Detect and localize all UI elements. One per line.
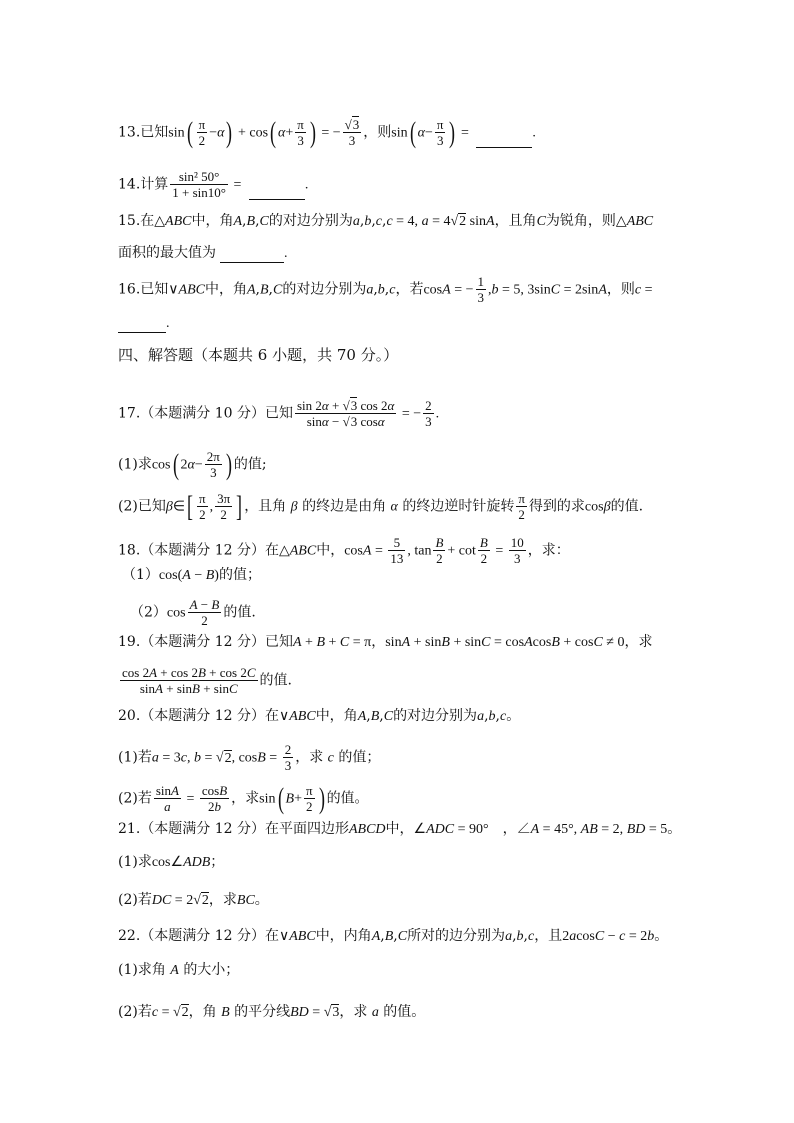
- question-17: 17.（本题满分 10 分）已知 $\frac{\sin 2\alpha + √3 \cos 2\alpha}{\sin\alpha - √3 \cos\alpha}$ = − $\frac{2}{3}$ .: [118, 398, 440, 429]
- question-16: 16.已知∨ABC中，角A,B,C的对边分别为a,b,c，若cosA = − $\frac{1}{3}$ ,b = 5, 3sinC = 2sinA，则c =: [118, 274, 653, 305]
- question-20: 20.（本题满分 12 分）在∨ABC中，角A,B,C的对边分别为a,b,c。: [118, 708, 521, 724]
- question-21-part-2: (2)若DC = 2√2，求BC。: [118, 892, 269, 908]
- question-22: 22.（本题满分 12 分）在∨ABC中，内角A,B,C所对的边分别为a,b,c，且2acosC − c = 2b。: [118, 928, 669, 944]
- answer-blank[interactable]: [476, 133, 532, 148]
- question-20-part-2: (2)若 $\frac{\sin A}{a}$ = $\frac{\cos B}{2b}$ ，求sin( B+ $\frac{\pi}{2}$ ) 的值。: [118, 781, 369, 815]
- answer-blank[interactable]: [249, 185, 305, 200]
- question-17-part-2: (2)已知β∈[ $\frac{\pi}{2}$ , $\frac{3\pi}{2}$ ] ，且角 β 的终边是由角 α 的终边逆时针旋转 $\frac{\pi}{2}$ 得到的求cosβ的值.: [118, 489, 644, 523]
- question-21-part-1: (1)求cos∠ADB；: [118, 854, 225, 870]
- question-17-part-1: (1)求cos( 2α− $\frac{2\pi}{3}$ ) 的值;: [118, 447, 267, 481]
- question-16-line-2: .: [118, 314, 170, 333]
- question-18-part-2: （2）cos $\frac{A - B}{2}$ 的值.: [130, 597, 256, 628]
- answer-blank[interactable]: [220, 248, 284, 263]
- question-13: 13.已知sin( $\frac{\pi}{2}$ −α) + cos( α+ $\frac{\pi}{3}$ ) = − $\frac{√3}{3}$ ，则sin( α− $\frac{\pi}{3}$ ) = .: [118, 115, 536, 149]
- question-19-line-2: $\frac{\cos 2A + \cos 2B + \cos 2C}{\sin A + \sin B + \sin C}$ 的值.: [122, 665, 292, 696]
- question-22-part-1: (1)求角 A 的大小；: [118, 962, 240, 978]
- question-20-part-1: (1)若a = 3c, b = √2, cosB = $\frac{2}{3}$ ，求 c 的值；: [118, 742, 381, 773]
- section-title: 四、解答题（本题共 6 小题，共 70 分。）: [118, 346, 399, 364]
- question-18: 18.（本题满分 12 分）在△ABC中，cosA = $\frac{5}{13}$ , tan $\frac{B}{2}$ + cot $\frac{B}{2}$ = $\frac{10}{3}$ ，求：: [118, 535, 570, 566]
- question-21: 21.（本题满分 12 分）在平面四边形ABCD中，∠ADC = 90° ，∠A = 45°, AB = 2, BD = 5。: [118, 821, 682, 837]
- question-14: 14.计算 $\frac{\text{sin² 50°}}{1 + \sin 10^\circ}$ = .: [118, 169, 309, 200]
- question-19: 19.（本题满分 12 分）已知A + B + C = π，sinA + sinB + sinC = cosAcosB + cosC ≠ 0，求: [118, 634, 653, 650]
- answer-blank[interactable]: [118, 318, 166, 333]
- question-15: 15.在△ABC中，角A,B,C的对边分别为a,b,c,c = 4, a = 4√2 sinA，且角C为锐角，则△ABC: [118, 213, 654, 229]
- question-22-part-2: (2)若c = √2，角 B 的平分线BD = √3，求 a 的值。: [118, 1004, 426, 1020]
- question-15-line-2: 面积的最大值为 .: [118, 245, 288, 261]
- question-18-part-1: （1）cos(A − B)的值；: [122, 567, 261, 583]
